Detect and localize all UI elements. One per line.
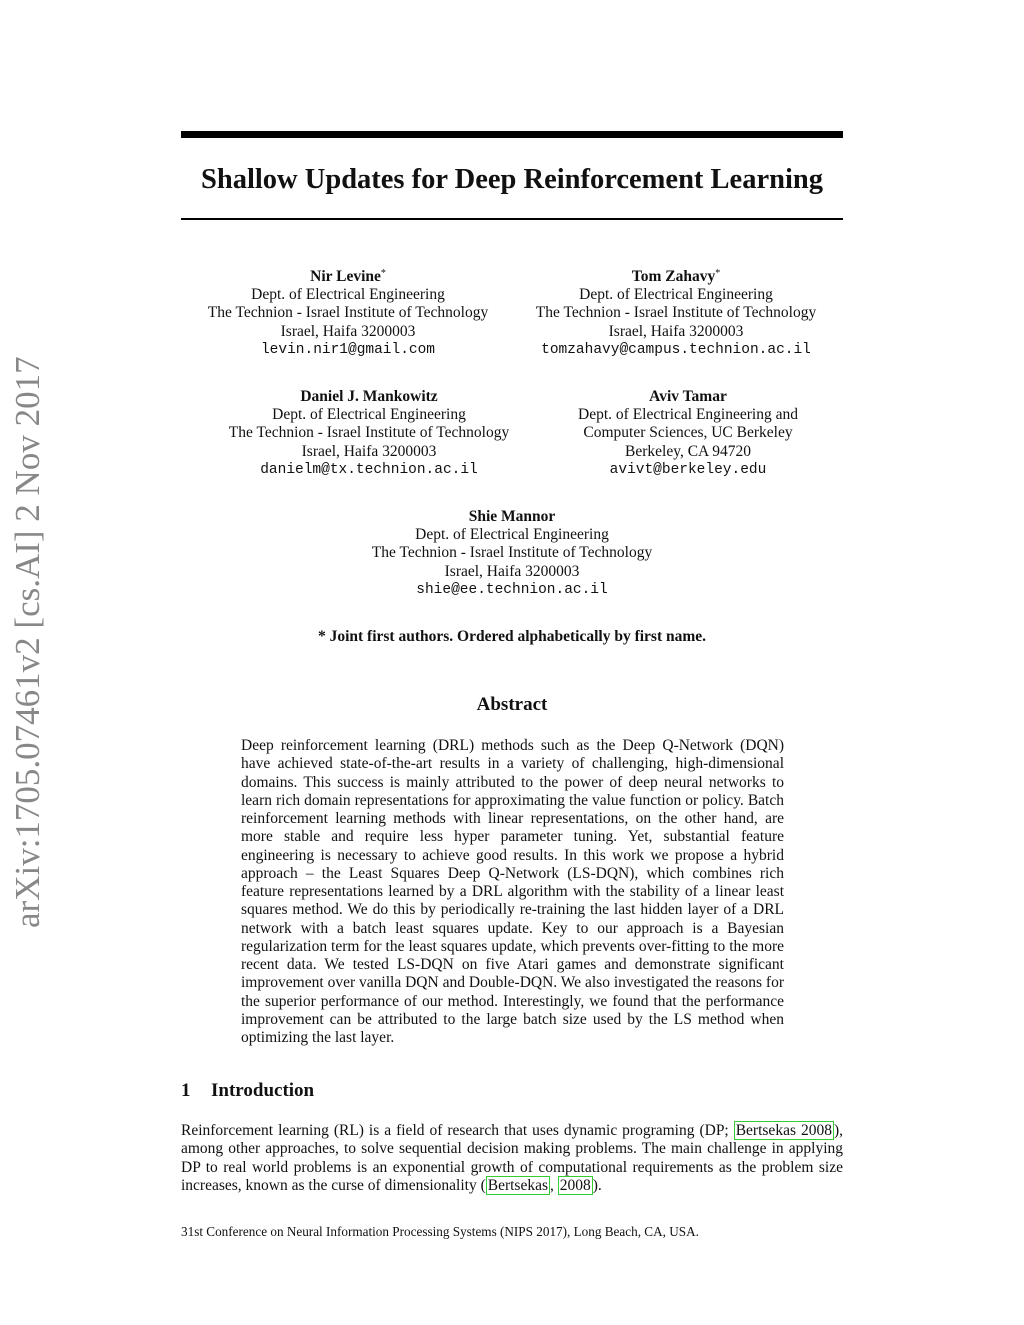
section-number: 1 — [181, 1080, 191, 1101]
author-name: Aviv Tamar — [649, 388, 727, 405]
paragraph-text: ), among other approaches, to solve sequential decision making problems. The main challenge in applying DP to real world problems is an exponential growth of computational requirements as the problem size increases, known as the curse of dimensionality ( — [181, 1122, 843, 1195]
author-block-4 — [548, 388, 828, 479]
author-block-1 — [196, 268, 500, 359]
author-block-5 — [360, 508, 664, 599]
paper-title: Shallow Updates for Deep Reinforcement Learning — [201, 164, 823, 195]
section-title: Introduction — [211, 1080, 315, 1101]
author-affiliation: The Technion - Israel Institute of Technology — [228, 424, 510, 442]
citation-link[interactable]: Bertsekas — [487, 1177, 549, 1195]
author-name: Nir Levine — [310, 268, 381, 285]
author-block-2 — [520, 268, 832, 359]
abstract-heading: Abstract — [476, 694, 548, 715]
author-affiliation: Israel, Haifa 3200003 — [301, 442, 437, 460]
citation-link[interactable]: 2008 — [559, 1177, 591, 1195]
author-affiliation: Dept. of Electrical Engineering and — [578, 406, 798, 424]
author-name: Tom Zahavy — [631, 268, 716, 285]
author-affiliation: The Technion - Israel Institute of Technology — [535, 304, 817, 322]
title-top-rule — [181, 131, 843, 138]
author-email: levin.nir1@gmail.com — [260, 341, 436, 358]
conference-footer: 31st Conference on Neural Information Processing Systems (NIPS 2017), Long Beach, CA, USA. — [181, 1224, 699, 1239]
paragraph-text: ). — [592, 1177, 602, 1195]
joint-author-mark: * — [380, 268, 386, 279]
author-email: danielm@tx.technion.ac.il — [260, 461, 478, 478]
author-email: tomzahavy@campus.technion.ac.il — [541, 341, 811, 358]
author-name: Shie Mannor — [468, 508, 556, 525]
paragraph-text: , — [550, 1177, 558, 1195]
section-heading-introduction — [181, 1080, 581, 1102]
joint-authors-note: * Joint first authors. Ordered alphabetically by first name. — [317, 628, 707, 645]
author-affiliation: Berkeley, CA 94720 — [625, 442, 751, 460]
author-affiliation: Dept. of Electrical Engineering — [251, 286, 445, 304]
author-affiliation: Dept. of Electrical Engineering — [272, 406, 466, 424]
author-email: shie@ee.technion.ac.il — [416, 581, 608, 598]
author-affiliation: Israel, Haifa 3200003 — [280, 322, 416, 340]
citation-link[interactable]: Bertsekas 2008 — [735, 1122, 832, 1139]
author-affiliation: The Technion - Israel Institute of Technology — [371, 544, 653, 562]
author-affiliation: The Technion - Israel Institute of Technology — [207, 304, 489, 322]
arxiv-identifier-stamp: arXiv:1705.07461v2 [cs.AI] 2 Nov 2017 — [8, 356, 47, 928]
author-affiliation: Dept. of Electrical Engineering — [415, 526, 609, 544]
introduction-paragraph — [181, 1122, 843, 1196]
joint-author-mark: * — [715, 268, 721, 279]
abstract-body: Deep reinforcement learning (DRL) methods such as the Deep Q-Network (DQN) have achieved state-of-the-art results in a variety of challenging, high-dimensional domains. This success is mainly attributed to the power of deep neural networks to learn rich domain representations for approximating the value function or policy. Batch reinforcement learning methods with linear representations, on the other hand, are more stable and require less hyper parameter tuning. Yet, substantial feature engineering is necessary to achieve good results. In this work we propose a hybrid approach – the Least Squares Deep Q-Network (LS-DQN), which combines rich feature representations learned by a DRL algorithm with the stability of a linear least squares method. We do this by periodically re-training the last hidden layer of a DRL network with a batch least squares update. Key to our approach is a Bayesian regularization term for the least squares update, which prevents over-fitting to the more recent data. We tested LS-DQN on five Atari games and demonstrate significant improvement over vanilla DQN and Double-DQN. We also investigated the reasons for the superior performance of our method. Interestingly, we found that the performance improvement can be attributed to the large batch size used by the LS method when optimizing the last layer. — [241, 737, 784, 1046]
author-affiliation: Israel, Haifa 3200003 — [444, 562, 580, 580]
author-name: Daniel J. Mankowitz — [300, 388, 438, 405]
paragraph-text: Reinforcement learning (RL) is a field of research that uses dynamic programing (DP; — [181, 1122, 734, 1139]
author-block-3 — [216, 388, 522, 479]
author-affiliation: Computer Sciences, UC Berkeley — [583, 424, 793, 442]
author-affiliation: Israel, Haifa 3200003 — [608, 322, 744, 340]
author-email: avivt@berkeley.edu — [609, 461, 767, 478]
title-bottom-rule — [181, 218, 843, 220]
author-affiliation: Dept. of Electrical Engineering — [579, 286, 773, 304]
